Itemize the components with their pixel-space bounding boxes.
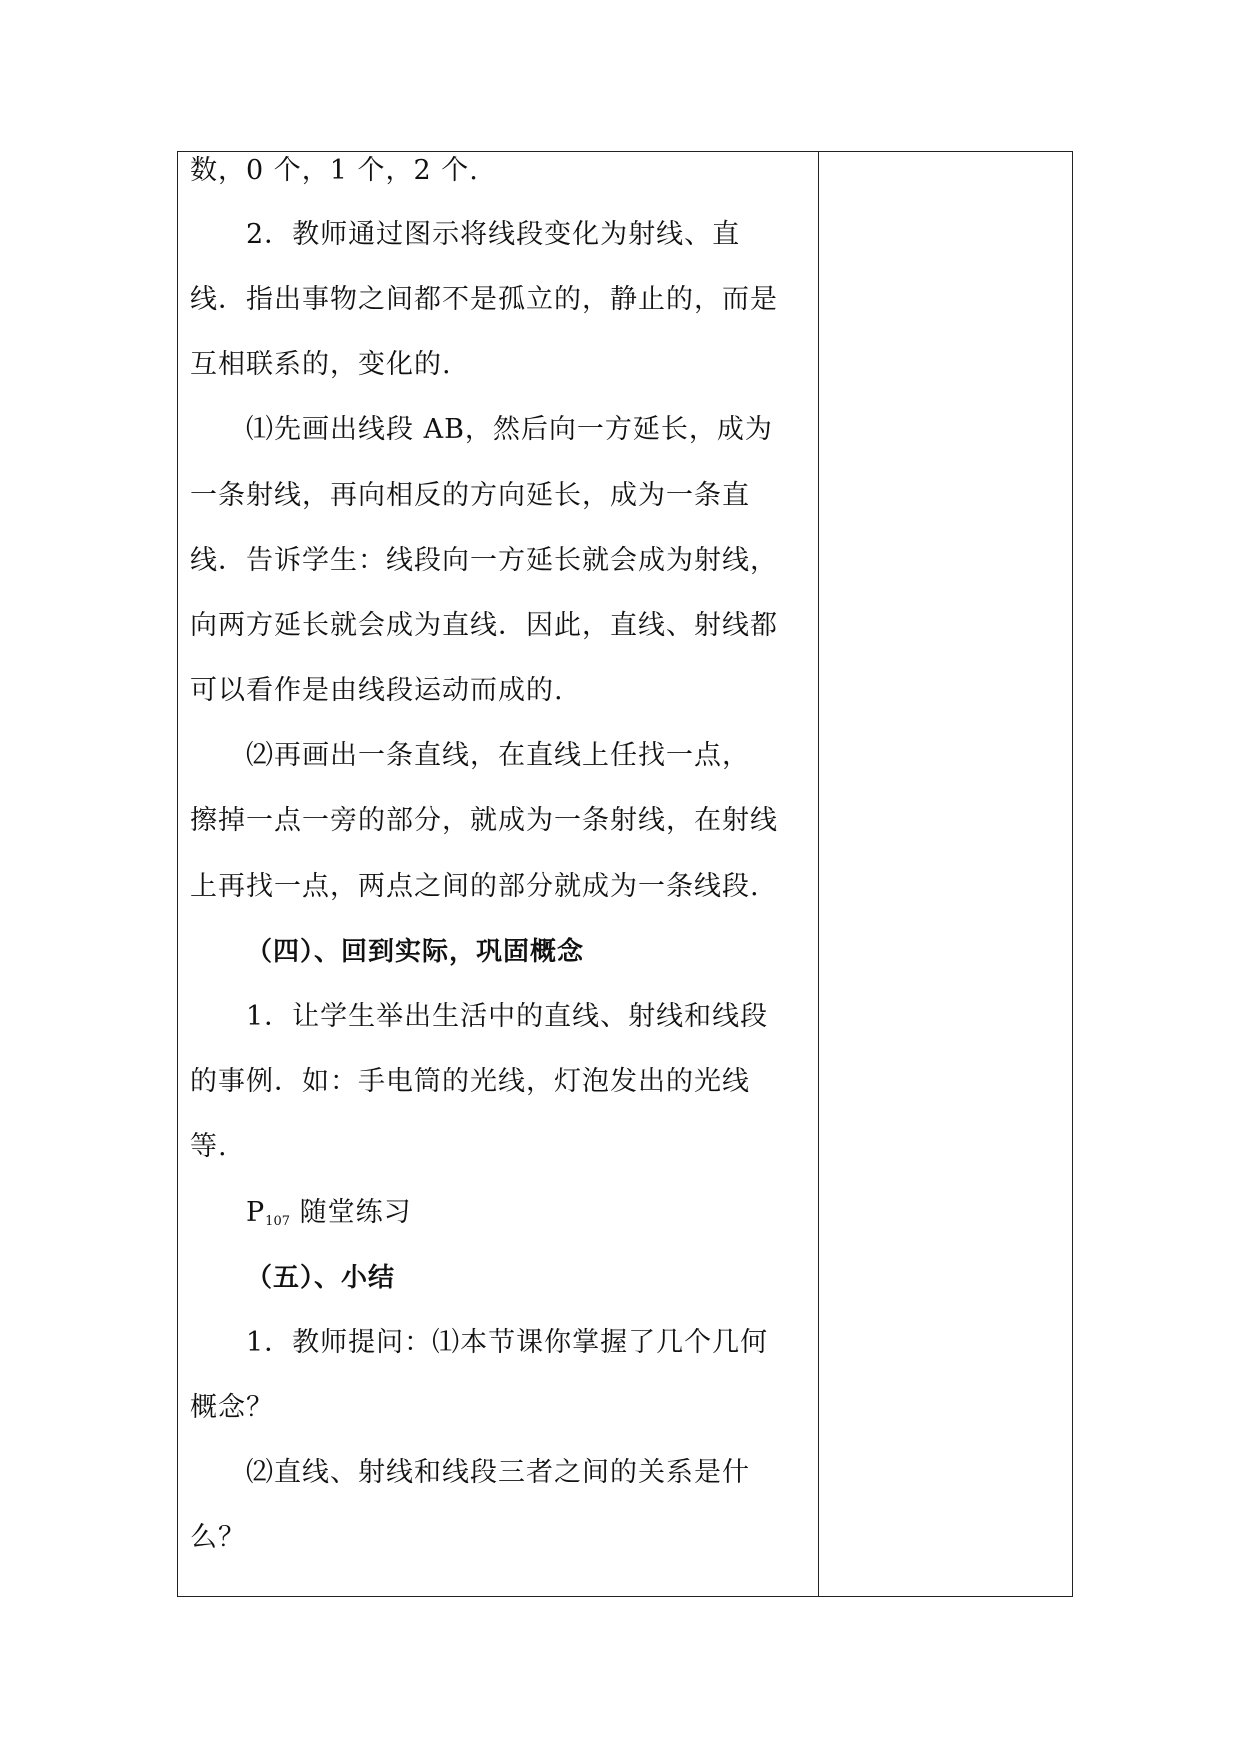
text-line: 一条射线，再向相反的方向延长，成为一条直 (190, 480, 750, 511)
section-heading: （五）、小结 (246, 1263, 396, 1293)
exercise-reference (246, 1196, 412, 1239)
text-line: 上再找一点，两点之间的部分就成为一条线段. (190, 871, 760, 902)
text-line: 等. (190, 1131, 228, 1162)
text-line: 擦掉一点一旁的部分，就成为一条射线，在射线 (190, 805, 778, 836)
text-line: ⑵直线、射线和线段三者之间的关系是什 (246, 1457, 750, 1488)
text-line: 互相联系的，变化的. (190, 349, 452, 380)
text-line: 么？ (190, 1522, 246, 1553)
text-line: 1．教师提问：⑴本节课你掌握了几个几何 (246, 1327, 769, 1358)
text-line: 的事例．如：手电筒的光线，灯泡发出的光线 (190, 1066, 750, 1097)
lesson-table (177, 151, 1073, 1597)
text-line: 2．教师通过图示将线段变化为射线、直 (246, 219, 741, 250)
text-line: 可以看作是由线段运动而成的. (190, 675, 564, 706)
lesson-content-cell (178, 152, 819, 1596)
text-line: ⑵再画出一条直线，在直线上任找一点， (246, 740, 750, 771)
text-line: ⑴先画出线段 AB，然后向一方延长，成为 (246, 414, 773, 445)
text-line: 概念？ (190, 1392, 274, 1423)
text-line: 数，0 个，1 个，2 个. (190, 155, 479, 186)
notes-cell (819, 152, 1072, 1596)
text-line: 1．让学生举出生活中的直线、射线和线段 (246, 1001, 769, 1032)
text-line: 向两方延长就会成为直线．因此，直线、射线都 (190, 610, 778, 641)
section-heading: （四）、回到实际，巩固概念 (246, 937, 585, 967)
exercise-label: 随堂练习 (299, 1197, 412, 1228)
page-ref-letter: P (246, 1197, 266, 1228)
page-ref-number: 107 (265, 1214, 290, 1229)
text-line: 线．指出事物之间都不是孤立的，静止的，而是 (190, 284, 778, 315)
text-line: 线．告诉学生：线段向一方延长就会成为射线， (190, 545, 778, 576)
